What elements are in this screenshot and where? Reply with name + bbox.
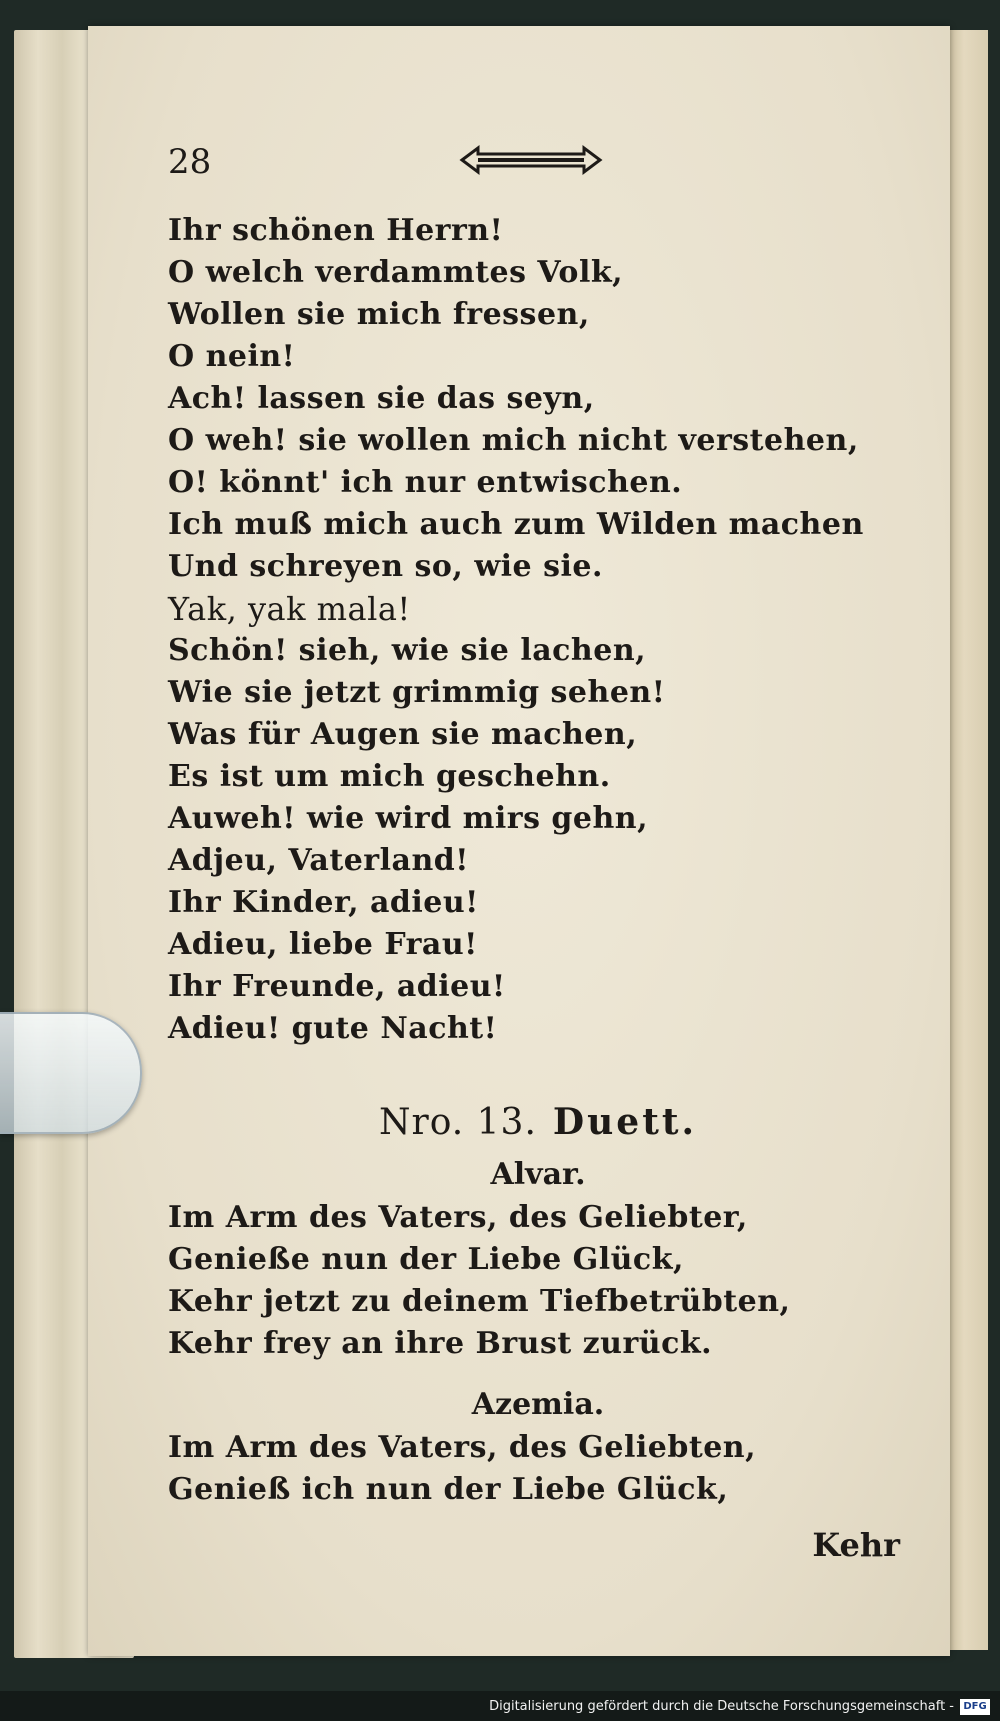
verse-line: Es ist um mich geschehn. xyxy=(168,759,611,794)
facing-page-edge xyxy=(948,30,988,1650)
verse-line: Im Arm des Vaters, des Geliebten, xyxy=(168,1430,757,1465)
page-number: 28 xyxy=(168,142,212,182)
stanza-block-a xyxy=(168,210,908,1050)
verse-line: Genieße nun der Liebe Glück, xyxy=(168,1242,684,1277)
funding-credit: Digitalisierung gefördert durch die Deutsche Forschungsgemeinschaft - xyxy=(489,1699,954,1714)
book-page xyxy=(88,26,950,1656)
glass-page-weight xyxy=(0,1012,142,1134)
page-text xyxy=(168,210,908,1511)
verse-line: Auweh! wie wird mirs gehn, xyxy=(168,801,649,836)
verse-line: Ihr schönen Herrn! xyxy=(168,213,504,248)
stanza-alvar xyxy=(168,1197,908,1365)
verse-line: O nein! xyxy=(168,339,296,374)
dfg-logo: DFG xyxy=(960,1699,990,1715)
stanza-azemia xyxy=(168,1427,908,1511)
section-kind: Duett. xyxy=(552,1101,697,1143)
verse-line: O weh! sie wollen mich nicht verstehen, xyxy=(168,423,859,458)
verse-line: Wollen sie mich fressen, xyxy=(168,297,590,332)
verse-line: O! könnt' ich nur entwischen. xyxy=(168,465,683,500)
verse-line: Ihr Kinder, adieu! xyxy=(168,885,479,920)
verse-line: Ihr Freunde, adieu! xyxy=(168,969,506,1004)
verse-line: Genieß ich nun der Liebe Glück, xyxy=(168,1472,729,1507)
verse-line: O welch verdammtes Volk, xyxy=(168,255,624,290)
verse-line: Adieu, liebe Frau! xyxy=(168,927,478,962)
verse-line: Kehr jetzt zu deinem Tiefbetrübten, xyxy=(168,1284,791,1319)
verse-line: Adjeu, Vaterland! xyxy=(168,843,469,878)
verse-line-roman: Yak, yak mala! xyxy=(168,590,411,628)
verse-line: Wie sie jetzt grimmig sehen! xyxy=(168,675,666,710)
speaker-alvar: Alvar. xyxy=(490,1157,586,1192)
verse-line: Und schreyen so, wie sie. xyxy=(168,549,603,584)
footer-bar xyxy=(0,1691,1000,1721)
page-header xyxy=(88,126,950,182)
verse-line: Ich muß mich auch zum Wilden machen xyxy=(168,507,864,542)
section-number: Nro. 13. xyxy=(379,1102,537,1143)
verse-line: Kehr frey an ihre Brust zurück. xyxy=(168,1326,713,1361)
speaker-azemia: Azemia. xyxy=(471,1387,605,1422)
verse-line: Ach! lassen sie das seyn, xyxy=(168,381,595,416)
section-heading xyxy=(168,1098,908,1147)
catchword: Kehr xyxy=(812,1526,900,1564)
verse-line: Was für Augen sie machen, xyxy=(168,717,638,752)
verse-line: Schön! sieh, wie sie lachen, xyxy=(168,633,647,668)
verse-line: Adieu! gute Nacht! xyxy=(168,1011,498,1046)
verse-line: Im Arm des Vaters, des Geliebter, xyxy=(168,1200,748,1235)
ornament-icon xyxy=(456,140,606,180)
